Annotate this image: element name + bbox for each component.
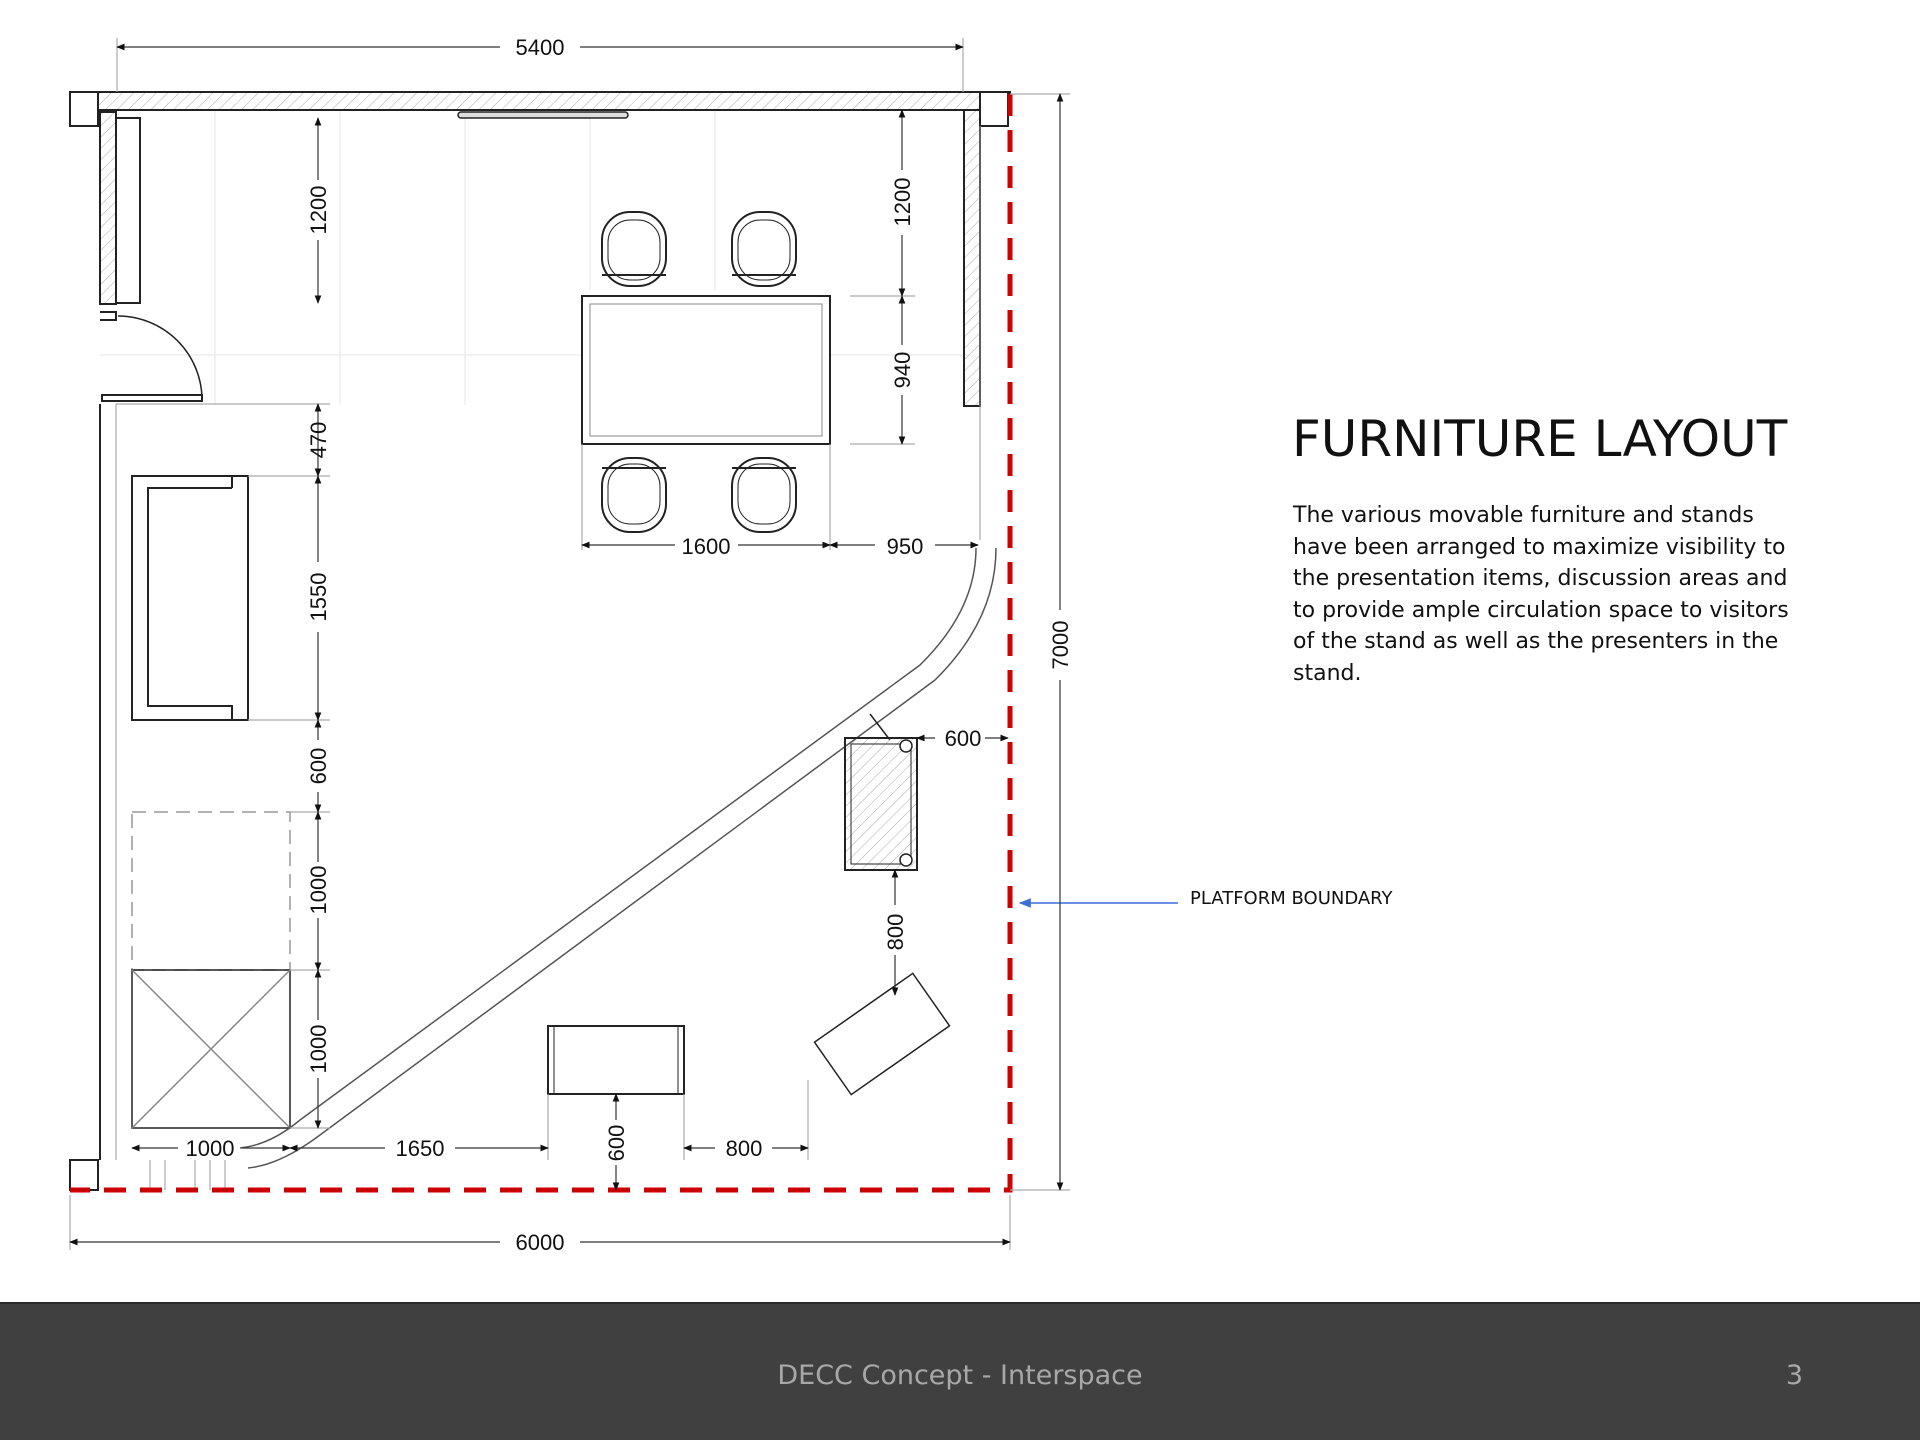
dim-table-940: 940 (890, 351, 915, 389)
dim-right-height: 7000 (1048, 620, 1073, 670)
display-stand (132, 970, 290, 1128)
bench (548, 1026, 684, 1094)
page-number: 3 (1785, 1360, 1803, 1391)
dim-left-600: 600 (306, 747, 331, 785)
back-wall (70, 92, 1010, 126)
display-cabinet (845, 738, 917, 870)
dim-left-1000-a: 1000 (306, 865, 331, 915)
footer-bar (0, 1302, 1920, 1440)
door (100, 312, 202, 401)
rotated-stand (814, 973, 949, 1094)
dim-gap-950: 950 (886, 534, 924, 559)
wall-screen (458, 112, 628, 118)
dim-left-1550: 1550 (306, 572, 331, 622)
right-partition (964, 110, 980, 540)
floor-grid (100, 110, 970, 405)
dim-left-470: 470 (306, 421, 331, 459)
left-wall (70, 112, 140, 1190)
dim-bottom-800: 800 (725, 1136, 763, 1161)
dim-table-1600: 1600 (681, 534, 731, 559)
dim-bottom-1650: 1650 (395, 1136, 445, 1161)
dim-bottom-width: 6000 (515, 1230, 565, 1255)
sofa (132, 476, 248, 720)
display-zone (132, 812, 290, 970)
slide-title: FURNITURE LAYOUT (1292, 410, 1788, 468)
platform-boundary-label: PLATFORM BOUNDARY (1190, 888, 1393, 909)
chair-bottom-right (732, 458, 796, 532)
slide-description: The various movable furniture and stands have been arranged to maximize visibility to the presentation items, discussion areas and to provide ample circulation space to visitors of the stand as well as the presenters in the stand. (1293, 503, 1789, 686)
dim-bottom-1000: 1000 (185, 1136, 235, 1161)
dim-top-width: 5400 (515, 35, 565, 60)
chair-top-right (732, 212, 796, 286)
chair-bottom-left (602, 458, 666, 532)
chair-top-left (602, 212, 666, 286)
dim-gap-800-vertical: 800 (883, 913, 908, 951)
dim-bottom-600: 600 (604, 1124, 629, 1162)
footer-title: DECC Concept - Interspace (777, 1360, 1143, 1391)
counter-slats (150, 1160, 225, 1190)
dim-right-1200: 1200 (890, 177, 915, 227)
meeting-table (582, 296, 830, 444)
dim-left-1200: 1200 (306, 185, 331, 235)
dim-gap-600-right: 600 (944, 726, 982, 751)
dim-left-1000-b: 1000 (306, 1024, 331, 1074)
